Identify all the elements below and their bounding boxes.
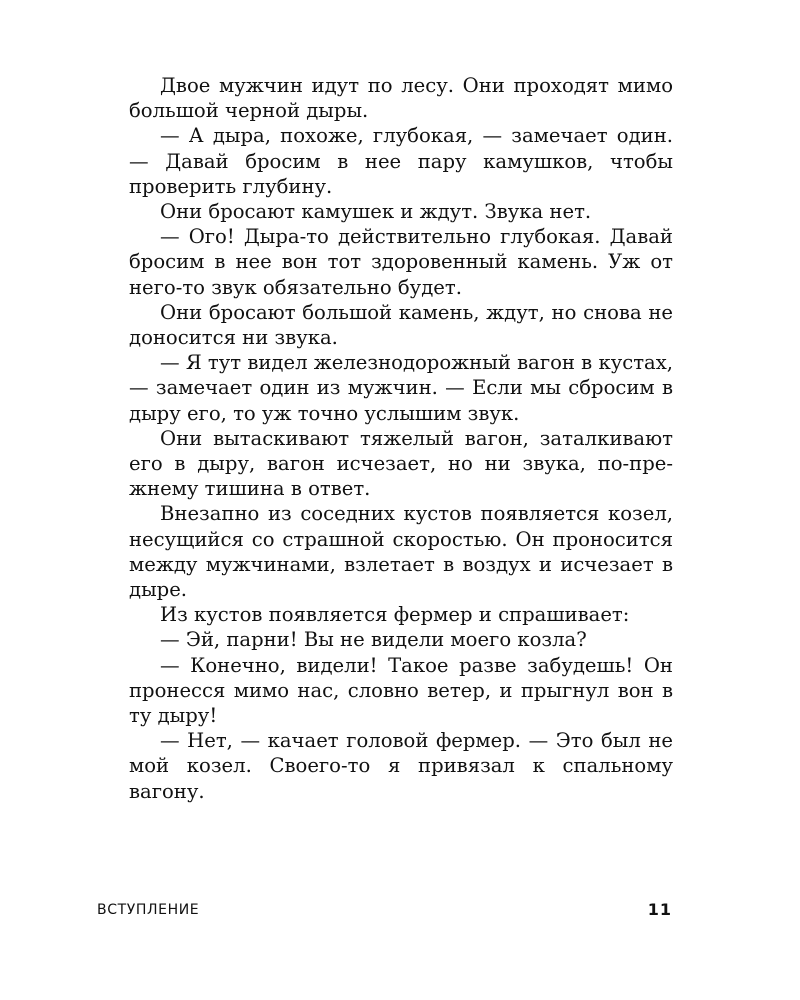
paragraph: — А дыра, похоже, глубокая, — замечает один. — Давай бросим в нее пару камушков, чтобы проверить глубину. — [129, 124, 673, 198]
paragraph: — Ого! Дыра-то действительно глубокая. Давай бросим в нее вон тот здоровенный камень. Уж от него-то звук обязательно будет. — [129, 225, 673, 299]
paragraph: Они бросают большой камень, ждут, но снова не доносится ни звука. — [129, 300, 673, 350]
paragraph: — Конечно, видели! Такое разве забудешь! Он пронесся мимо нас, словно ветер, и прыгнул вон в ту дыру! — [129, 653, 673, 728]
paragraph: — Я тут видел железнодорожный вагон в кустах, — замечает один из мужчин. — Если мы сбросим в дыру его, то уж точно услышим звук. — [129, 351, 673, 425]
paragraph: Внезапно из соседних кустов появляется козел, несущийся со страшной скоростью. Он проносится между мужчинами, взлетает в воздух и исчезает в дыре. — [129, 502, 673, 602]
story-text — [129, 73, 673, 804]
paragraph: — Эй, парни! Вы не видели моего козла? — [160, 628, 587, 652]
paragraph: Они вытаскивают тяжелый вагон, заталкивают его в дыру, вагон исчезает, но ни звука, по-прежнему тишина в ответ. — [129, 426, 673, 501]
paragraph: — Нет, — качает головой фермер. — Это был не мой козел. Своего-то я привязал к спальному вагону. — [129, 729, 673, 803]
page-number: 11 — [647, 900, 672, 919]
page-footer — [97, 900, 672, 922]
running-footer-section: ВСТУПЛЕНИЕ — [97, 902, 200, 918]
paragraph: Из кустов появляется фермер и спрашивает: — [160, 603, 630, 627]
paragraph: Двое мужчин идут по лесу. Они проходят мимо большой черной дыры. — [129, 74, 673, 123]
paragraph: Они бросают камушек и ждут. Звука нет. — [160, 200, 592, 224]
